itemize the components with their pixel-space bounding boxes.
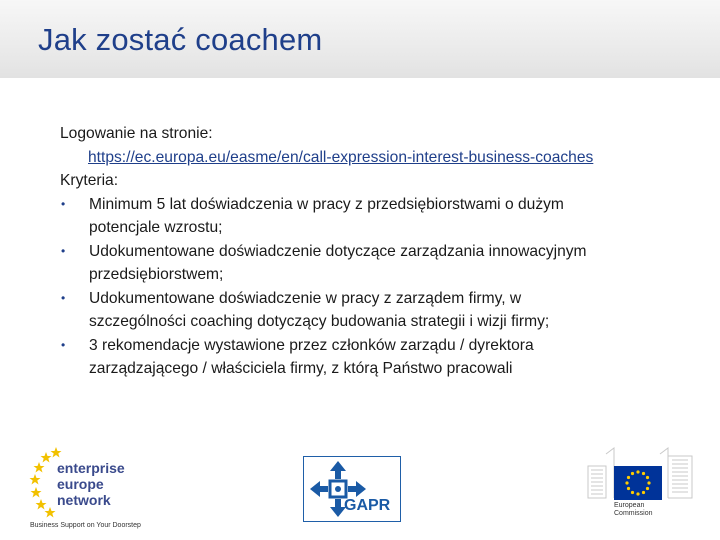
list-item-line: Udokumentowane doświadczenie w pracy z zarządem firmy, w — [89, 289, 522, 307]
bullet-icon: • — [61, 337, 66, 352]
een-name-line: network — [57, 492, 111, 508]
page-title: Jak zostać coachem — [38, 22, 323, 57]
expression-of-interest-link[interactable]: https://ec.europa.eu/easme/en/call-expression-interest-business-coaches — [88, 148, 594, 166]
list-item-line: 3 rekomendacje wystawione przez członków zarządu / dyrektora — [89, 336, 534, 354]
list-item — [60, 334, 690, 381]
ec-name-line: Commission — [614, 510, 653, 517]
gapr-label: GAPR — [344, 497, 391, 514]
list-item-line: Udokumentowane doświadczenie dotyczące zarządzania innowacyjnym — [89, 242, 587, 260]
eu-flag-icon — [614, 466, 662, 500]
list-item-line: potencjale wzrostu; — [89, 219, 223, 236]
list-item-line: zarządzającego / właściciela firmy, z którą Państwo pracowali — [89, 360, 513, 377]
list-item — [60, 287, 690, 334]
ec-name-line: European — [614, 502, 645, 509]
list-item-line: przedsiębiorstwem; — [89, 266, 224, 283]
bullet-icon: • — [61, 290, 66, 305]
bullet-icon: • — [61, 243, 66, 258]
gapr-logo — [303, 456, 401, 522]
een-logo — [28, 444, 141, 534]
list-item-line: Minimum 5 lat doświadczenia w pracy z przedsiębiorstwami o dużym — [89, 195, 564, 213]
ec-logo — [586, 444, 696, 526]
een-name-line: europe — [57, 476, 104, 492]
een-name-line: enterprise — [57, 460, 125, 476]
intro-label: Logowanie na stronie: — [60, 125, 213, 142]
bullet-icon: • — [61, 196, 66, 211]
een-tagline: Business Support on Your Doorstep — [30, 522, 141, 529]
criteria-label: Kryteria: — [60, 172, 119, 189]
list-item — [60, 240, 690, 287]
list-item — [60, 193, 690, 240]
slide-body — [60, 122, 690, 381]
list-item-line: szczególności coaching dotyczący budowania strategii i wizji firmy; — [89, 313, 550, 330]
